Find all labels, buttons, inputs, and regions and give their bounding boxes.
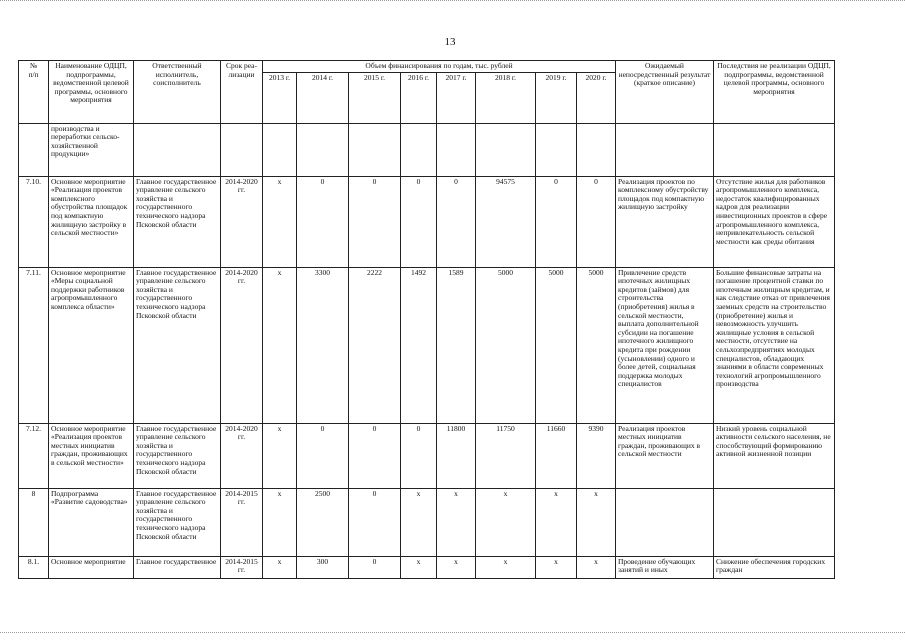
row-result [616,488,714,556]
header-year: 2019 г. [536,72,577,123]
table-row [19,556,835,578]
page-top-edge [0,0,905,3]
row-value: 9390 [577,423,616,488]
table-row [19,176,835,267]
header-consequences: Последствия не реализации ОДЦП, подпрограммы, ведомственной целевой программы, основного мероприятия [714,61,835,124]
row-term: 2014-2020 гг. [221,423,263,488]
row-consequences: Низкий уровень социальной активности сельского населения, не способствующий формированию активной жизненной позиции [714,423,835,488]
row-value: 300 [297,556,349,578]
row-value: 0 [297,423,349,488]
header-year: 2020 г. [577,72,616,123]
row-value: x [263,267,297,423]
header-year: 2014 г. [297,72,349,123]
header-year: 2016 г. [401,72,437,123]
row-value: x [577,556,616,578]
row-value: 2222 [349,267,401,423]
row-term: 2014-2015 гг. [221,556,263,578]
row-value [401,123,437,176]
row-no [19,123,49,176]
row-value: 11660 [536,423,577,488]
row-value: 1492 [401,267,437,423]
row-value: x [437,488,476,556]
row-value: 0 [349,556,401,578]
header-year: 2015 г. [349,72,401,123]
row-consequences [714,123,835,176]
row-value: 0 [536,176,577,267]
row-value: 0 [349,423,401,488]
header-funding: Объем финансирования по годам, тыс. рублей [263,61,616,73]
row-value: 11800 [437,423,476,488]
row-name: Основное мероприятие [49,556,134,578]
row-value: x [401,556,437,578]
row-no: 8 [19,488,49,556]
row-result: Привлечение средств ипотечных жилищных кредитов (займов) для строительства (приобретения) жилья в сельской местности, выплата дополнительной субсидии на погашение ипотечного жилищного кредита при рождении (усыновлении) одного и более детей, социальная поддержка молодых специалистов [616,267,714,423]
row-result: Реализация проектов местных инициатив граждан, проживающих в сельской местности [616,423,714,488]
row-responsible: Главное государственное управление сельского хозяйства и государственного технического надзора Псковской области [134,267,221,423]
row-value: x [476,556,536,578]
row-value [476,123,536,176]
row-responsible: Главное государственное управление сельского хозяйства и государственного технического надзора Псковской области [134,176,221,267]
header-no: № п/п [19,61,49,124]
row-value: 1589 [437,267,476,423]
page-number: 13 [444,36,456,48]
row-value [297,123,349,176]
row-value: x [401,488,437,556]
row-value: x [476,488,536,556]
row-value: x [263,556,297,578]
row-term: 2014-2020 гг. [221,267,263,423]
row-value: 0 [577,176,616,267]
page-bottom-edge [0,632,905,635]
row-value: x [536,556,577,578]
row-value: x [577,488,616,556]
row-value: x [437,556,476,578]
row-value: 94575 [476,176,536,267]
header-year: 2017 г. [437,72,476,123]
row-value: 0 [297,176,349,267]
row-value: 0 [349,488,401,556]
row-result: Реализация проектов по комплексному обустройству площадок под компактную жилищную застройку [616,176,714,267]
row-value: 0 [437,176,476,267]
table-row [19,488,835,556]
row-value [437,123,476,176]
row-consequences: Снижение обеспечения городских граждан [714,556,835,578]
row-term [221,123,263,176]
row-value: 2500 [297,488,349,556]
row-responsible: Главное государственное [134,556,221,578]
table-row [19,123,835,176]
funding-table [18,60,835,579]
header-result: Ожидаемый непосредственный результат (краткое описание) [616,61,714,124]
row-value: x [263,423,297,488]
row-name: производства и переработки сельско-хозяйственной продукции» [49,123,134,176]
row-no: 7.10. [19,176,49,267]
row-consequences: Большие финансовые затраты на погашение процентной ставки по ипотечным жилищным кредитам, и как следствие отказ от привлечения заемных средств на строительство (приобретение) жилья и невозможность улучшить жилищные условия в сельской местности, отсутствие на сельхозпредприятиях молодых специалистов, обладающих знаниями в области современных технологий агропромышленного производства [714,267,835,423]
row-value: 3300 [297,267,349,423]
row-value: x [263,488,297,556]
table-row [19,267,835,423]
table-row [19,423,835,488]
row-value: 0 [349,176,401,267]
row-name: Основное мероприятие «Реализация проектов комплексного обустройства площадок под компактную жилищную застройку в сельской местности» [49,176,134,267]
row-value: 0 [401,176,437,267]
header-name: Наименование ОДЦП, подпрограммы, ведомственной целевой программы, основного мероприятия [49,61,134,124]
row-no: 7.12. [19,423,49,488]
row-value: x [263,176,297,267]
row-no: 7.11. [19,267,49,423]
header-row-top [19,61,835,73]
row-no: 8.1. [19,556,49,578]
row-value [263,123,297,176]
row-responsible: Главное государственное управление сельского хозяйства и государственного технического надзора Псковской области [134,488,221,556]
row-value: 5000 [577,267,616,423]
row-value [577,123,616,176]
row-value [349,123,401,176]
row-value [536,123,577,176]
row-term: 2014-2015 гг. [221,488,263,556]
row-name: Основное мероприятие «Реализация проектов местных инициатив граждан, проживающих в сельской местности» [49,423,134,488]
row-result [616,123,714,176]
header-year: 2013 г. [263,72,297,123]
header-responsible: Ответственный исполнитель, соисполнитель [134,61,221,124]
row-value: 0 [401,423,437,488]
row-value: x [536,488,577,556]
row-value: 5000 [536,267,577,423]
row-responsible [134,123,221,176]
row-result: Проведение обучающих занятий и иных [616,556,714,578]
header-term: Срок реа-лизации [221,61,263,124]
row-term: 2014-2020 гг. [221,176,263,267]
header-year: 2018 г. [476,72,536,123]
row-consequences [714,488,835,556]
row-responsible: Главное государственное управление сельского хозяйства и государственного технического надзора Псковской области [134,423,221,488]
row-name: Основное мероприятие «Меры социальной поддержки работников агропромышленного комплекса области» [49,267,134,423]
row-value: 5000 [476,267,536,423]
row-value: 11750 [476,423,536,488]
row-name: Подпрограмма «Развитие садоводства» [49,488,134,556]
row-consequences: Отсутствие жилья для работников агропромышленного комплекса, недостаток квалифицированных кадров для реализации инвестиционных проектов в сфере агропромышленного комплекса, непривлекательность сельской местности как среды обитания [714,176,835,267]
